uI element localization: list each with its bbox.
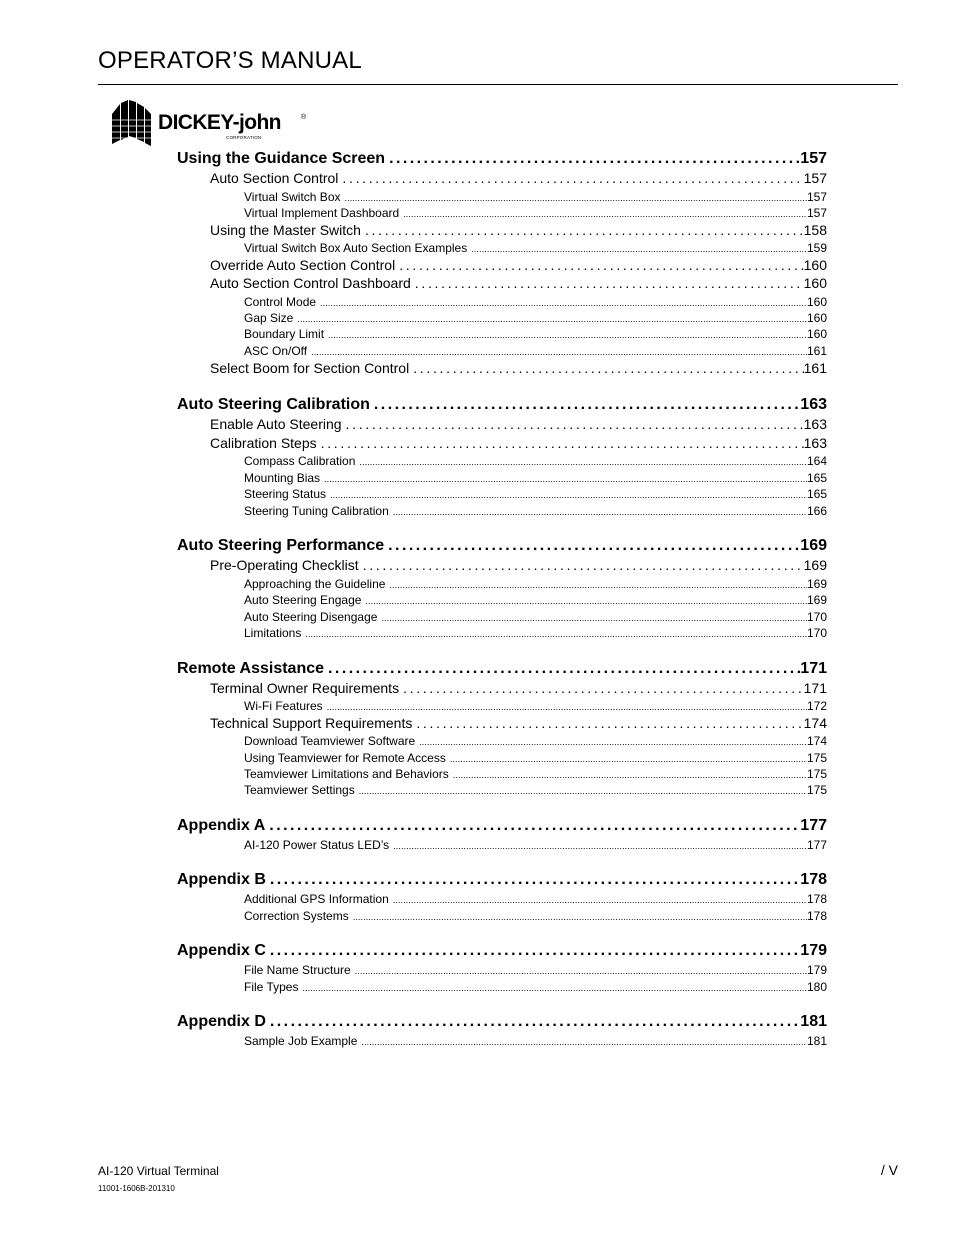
toc-entry[interactable] (210, 680, 827, 696)
toc-entry[interactable] (244, 487, 827, 501)
toc-entry[interactable] (244, 1034, 827, 1048)
toc-entry[interactable] (177, 1013, 827, 1031)
toc-entry[interactable] (244, 734, 827, 748)
toc-entry-page: 160 (806, 295, 827, 309)
toc-dot-leader (395, 257, 803, 273)
brand-name: DICKEY-john (158, 111, 281, 134)
toc-entry-label: Appendix A (177, 817, 266, 834)
toc-entry-label: Using the Master Switch (210, 222, 361, 238)
toc-entry[interactable] (244, 577, 827, 591)
toc-entry-label: Virtual Switch Box (244, 190, 341, 204)
toc-entry-label: File Types (244, 980, 299, 994)
toc-dot-leader (385, 577, 807, 591)
toc-entry[interactable] (244, 295, 827, 309)
toc-entry-page: 165 (806, 487, 827, 501)
toc-dot-leader (320, 471, 807, 485)
toc-dot-leader (293, 311, 807, 325)
toc-entry[interactable] (244, 311, 827, 325)
toc-entry-page: 175 (806, 783, 827, 797)
toc-entry-label: Download Teamviewer Software (244, 734, 416, 748)
toc-entry-label: Auto Section Control Dashboard (210, 275, 411, 291)
toc-entry[interactable] (244, 909, 827, 923)
toc-entry-page: 175 (806, 751, 827, 765)
toc-entry[interactable] (244, 610, 827, 624)
toc-dot-leader (324, 327, 807, 341)
brand-logo (108, 100, 318, 150)
toc-dot-leader (266, 942, 800, 960)
toc-entry[interactable] (244, 699, 827, 713)
toc-entry[interactable] (244, 751, 827, 765)
toc-entry-page: 157 (803, 170, 827, 186)
toc-entry[interactable] (177, 871, 827, 889)
toc-dot-leader (446, 751, 807, 765)
toc-entry-label: Using the Guidance Screen (177, 150, 386, 167)
toc-entry[interactable] (210, 557, 827, 573)
toc-entry-label: Override Auto Section Control (210, 257, 396, 273)
toc-entry[interactable] (244, 767, 827, 781)
toc-dot-leader (298, 980, 807, 994)
toc-entry[interactable] (210, 435, 827, 451)
toc-entry[interactable] (244, 593, 827, 607)
toc-dot-leader (324, 660, 800, 678)
toc-entry-page: 157 (806, 206, 827, 220)
toc-entry-page: 157 (800, 150, 827, 167)
toc-entry[interactable] (177, 660, 827, 678)
toc-entry[interactable] (244, 206, 827, 220)
toc-entry-page: 178 (800, 871, 827, 888)
toc-entry-label: Control Mode (244, 295, 317, 309)
toc-dot-leader (361, 222, 804, 238)
toc-entry-label: Teamviewer Settings (244, 783, 355, 797)
toc-dot-leader (359, 557, 804, 573)
footer-product-name: AI-120 Virtual Terminal (98, 1164, 219, 1178)
toc-entry-label: Appendix C (177, 942, 266, 959)
toc-entry-label: Auto Steering Disengage (244, 610, 378, 624)
toc-dot-leader (355, 454, 807, 468)
toc-dot-leader (389, 838, 807, 852)
toc-entry-label: Compass Calibration (244, 454, 356, 468)
toc-dot-leader (323, 699, 807, 713)
footer-page-number: / V (880, 1162, 898, 1178)
toc-entry-page: 172 (806, 699, 827, 713)
page-title: OPERATOR’S MANUAL (98, 47, 362, 74)
toc-entry-label: Pre-Operating Checklist (210, 557, 359, 573)
toc-entry-page: 160 (806, 311, 827, 325)
toc-entry-label: Appendix B (177, 871, 266, 888)
toc-entry[interactable] (244, 783, 827, 797)
toc-entry[interactable] (177, 537, 827, 555)
toc-dot-leader (389, 504, 807, 518)
toc-entry-page: 171 (800, 660, 827, 677)
toc-entry-label: Auto Steering Performance (177, 537, 385, 554)
toc-entry-label: File Name Structure (244, 963, 351, 977)
toc-entry-label: Boundary Limit (244, 327, 325, 341)
toc-dot-leader (341, 190, 807, 204)
toc-entry-page: 179 (806, 963, 827, 977)
toc-entry-page: 163 (803, 435, 827, 451)
toc-entry[interactable] (244, 980, 827, 994)
toc-entry-label: Using Teamviewer for Remote Access (244, 751, 446, 765)
brand-subtitle: CORPORATION (226, 135, 262, 140)
toc-entry-page: 161 (806, 344, 827, 358)
toc-dot-leader (377, 610, 807, 624)
toc-dot-leader (389, 892, 807, 906)
toc-dot-leader (361, 593, 807, 607)
toc-entry[interactable] (210, 715, 827, 731)
toc-entry-page: 169 (806, 577, 827, 591)
toc-entry-label: Wi-Fi Features (244, 699, 323, 713)
toc-entry-label: Correction Systems (244, 909, 349, 923)
toc-entry-label: AI-120 Power Status LED’s (244, 838, 390, 852)
toc-entry-page: 164 (806, 454, 827, 468)
toc-entry-label: Auto Section Control (210, 170, 339, 186)
toc-entry-page: 174 (803, 715, 827, 731)
toc-entry-page: 181 (806, 1034, 827, 1048)
toc-entry-page: 169 (800, 537, 827, 554)
toc-entry[interactable] (210, 170, 827, 186)
toc-entry[interactable] (244, 190, 827, 204)
toc-entry-page: 160 (803, 257, 827, 273)
toc-entry-page: 178 (806, 892, 827, 906)
toc-entry-page: 160 (803, 275, 827, 291)
toc-entry-page: 177 (800, 817, 827, 834)
toc-entry[interactable] (210, 257, 827, 273)
toc-dot-leader (449, 767, 807, 781)
toc-entry-label: Sample Job Example (244, 1034, 358, 1048)
footer-document-code: 11001-1606B-201310 (98, 1184, 175, 1193)
toc-entry-page: 158 (803, 222, 827, 238)
toc-entry-label: Auto Steering Calibration (177, 396, 370, 413)
toc-entry-page: 178 (806, 909, 827, 923)
toc-entry[interactable] (244, 504, 827, 518)
toc-entry[interactable] (177, 150, 827, 168)
toc-entry-page: 174 (806, 734, 827, 748)
toc-entry-label: Mounting Bias (244, 471, 321, 485)
toc-entry-label: Enable Auto Steering (210, 416, 342, 432)
toc-dot-leader (467, 241, 807, 255)
toc-entry-page: 181 (800, 1013, 827, 1030)
toc-entry-page: 170 (806, 626, 827, 640)
toc-dot-leader (326, 487, 807, 501)
toc-dot-leader (385, 150, 800, 168)
toc-entry[interactable] (244, 454, 827, 468)
toc-dot-leader (355, 783, 807, 797)
toc-entry-page: 170 (806, 610, 827, 624)
toc-entry[interactable] (210, 416, 827, 432)
toc-entry-label: Technical Support Requirements (210, 715, 413, 731)
toc-entry-page: 180 (806, 980, 827, 994)
header-divider (98, 84, 898, 85)
toc-entry-label: Virtual Switch Box Auto Section Examples (244, 241, 468, 255)
toc-dot-leader (399, 206, 807, 220)
dickey-john-logo-icon (108, 100, 154, 148)
toc-entry-label: Gap Size (244, 311, 294, 325)
toc-entry-page: 160 (806, 327, 827, 341)
toc-entry-page: 171 (803, 680, 827, 696)
toc-entry[interactable] (210, 222, 827, 238)
toc-dot-leader (342, 416, 804, 432)
toc-dot-leader (266, 1013, 800, 1031)
toc-entry[interactable] (210, 360, 827, 376)
toc-dot-leader (301, 626, 807, 640)
toc-dot-leader (412, 715, 803, 731)
toc-entry[interactable] (244, 892, 827, 906)
toc-dot-leader (266, 871, 800, 889)
toc-dot-leader (316, 295, 807, 309)
toc-entry-label: Auto Steering Engage (244, 593, 362, 607)
toc-dot-leader (317, 435, 804, 451)
toc-entry-page: 166 (806, 504, 827, 518)
toc-entry-label: Remote Assistance (177, 660, 325, 677)
toc-entry[interactable] (177, 942, 827, 960)
toc-entry-label: ASC On/Off (244, 344, 308, 358)
toc-dot-leader (370, 396, 800, 414)
toc-entry[interactable] (244, 344, 827, 358)
toc-dot-leader (265, 817, 800, 835)
toc-entry-label: Select Boom for Section Control (210, 360, 410, 376)
toc-entry-page: 177 (806, 838, 827, 852)
toc-entry-page: 169 (806, 593, 827, 607)
toc-entry-page: 161 (803, 360, 827, 376)
toc-entry-label: Teamviewer Limitations and Behaviors (244, 767, 449, 781)
toc-dot-leader (338, 170, 803, 186)
toc-entry-page: 165 (806, 471, 827, 485)
toc-entry-label: Steering Tuning Calibration (244, 504, 389, 518)
toc-dot-leader (415, 734, 807, 748)
toc-dot-leader (384, 537, 800, 555)
toc-entry-page: 175 (806, 767, 827, 781)
toc-dot-leader (307, 344, 807, 358)
toc-entry[interactable] (177, 396, 827, 414)
toc-entry-label: Terminal Owner Requirements (210, 680, 400, 696)
toc-entry[interactable] (244, 327, 827, 341)
toc-entry-label: Limitations (244, 626, 302, 640)
toc-dot-leader (349, 909, 807, 923)
toc-entry[interactable] (244, 626, 827, 640)
toc-dot-leader (351, 963, 807, 977)
toc-entry-page: 169 (803, 557, 827, 573)
toc-dot-leader (357, 1034, 807, 1048)
toc-entry[interactable] (244, 963, 827, 977)
toc-entry-label: Appendix D (177, 1013, 266, 1030)
toc-dot-leader (411, 275, 804, 291)
toc-entry-label: Calibration Steps (210, 435, 317, 451)
toc-dot-leader (399, 680, 804, 696)
toc-entry-label: Approaching the Guideline (244, 577, 386, 591)
toc-entry[interactable] (244, 471, 827, 485)
toc-entry-page: 159 (806, 241, 827, 255)
toc-entry-page: 163 (800, 396, 827, 413)
toc-entry-page: 157 (806, 190, 827, 204)
registered-mark: ® (301, 114, 307, 121)
toc-entry[interactable] (210, 275, 827, 291)
toc-entry-page: 179 (800, 942, 827, 959)
toc-entry[interactable] (244, 241, 827, 255)
toc-entry-label: Virtual Implement Dashboard (244, 206, 400, 220)
toc-entry-page: 163 (803, 416, 827, 432)
toc-dot-leader (409, 360, 803, 376)
toc-entry[interactable] (177, 817, 827, 835)
toc-entry-label: Steering Status (244, 487, 327, 501)
toc-entry-label: Additional GPS Information (244, 892, 389, 906)
toc-entry[interactable] (244, 838, 827, 852)
